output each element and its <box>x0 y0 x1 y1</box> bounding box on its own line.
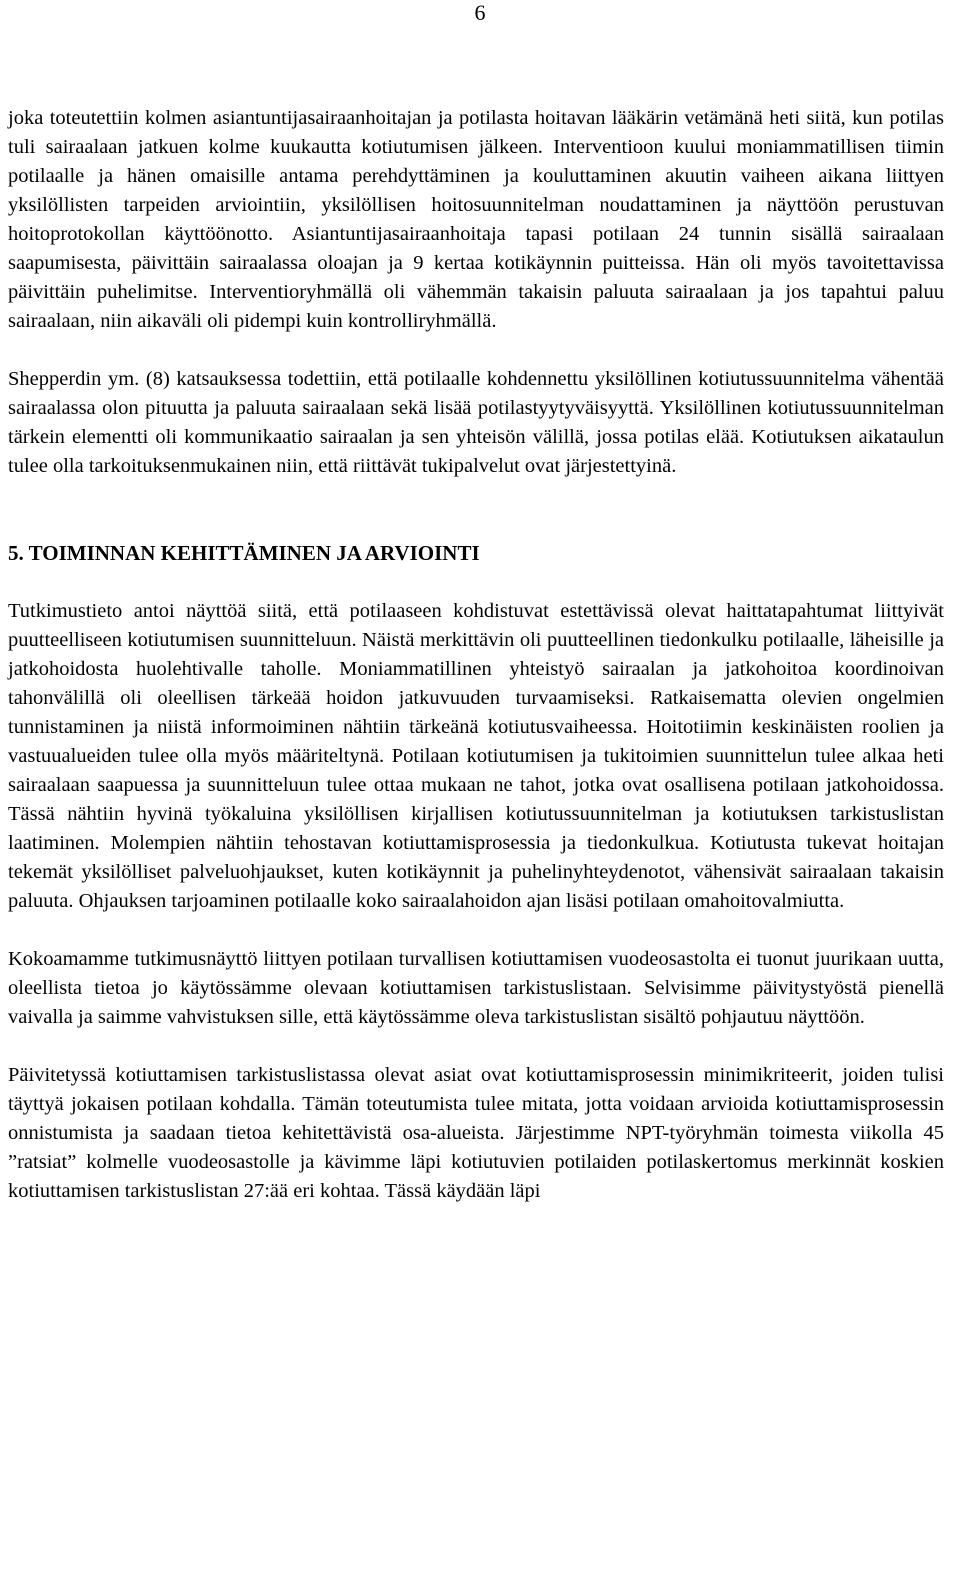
paragraph-spacer <box>8 1032 944 1061</box>
document-body <box>8 104 944 1206</box>
paragraph-collected-evidence: Kokoamamme tutkimusnäyttö liittyen potilaan turvallisen kotiuttamisen vuodeosastolta ei tuonut juurikaan uutta, oleellista tietoa jo käytössämme olevaan kotiuttamisen tarkistuslistaan. Selvisimme päivitystyöstä pienellä vaivalla ja saimme vahvistuksen sille, että käytössämme oleva tarkistuslistan sisältö pohjautuu näyttöön. <box>8 948 944 1028</box>
paragraph-spacer <box>8 916 944 945</box>
paragraph-spacer <box>8 568 944 597</box>
paragraph-spacer <box>8 336 944 365</box>
paragraph-shepperd: Shepperdin ym. (8) katsauksessa todettiin, että potilaalle kohdennettu yksilöllinen kotiutussuunnitelma vähentää sairaalassa olon pituutta ja paluuta sairaalaan sekä lisää potilastyytyväisyyttä. Yksilöllinen kotiutussuunnitelman tärkein elementti oli kommunikaatio sairaalan ja sen yhteisön välillä, jossa potilas elää. Kotiutuksen aikataulun tulee olla tarkoituksenmukainen niin, että riittävät tukipalvelut ovat järjestettyinä. <box>8 368 944 477</box>
section-heading: 5. TOIMINNAN KEHITTÄMINEN JA ARVIOINTI <box>8 541 480 565</box>
paragraph-intervention: joka toteutettiin kolmen asiantuntijasairaanhoitajan ja potilasta hoitavan lääkärin vetämänä heti siitä, kun potilas tuli sairaalaan jatkuen kolme kuukautta kotiutumisen jälkeen. Interventioon kuului moniammatillisen tiimin potilaalle ja hänen omaisille antama perehdyttäminen ja kouluttaminen akuutin vaiheen aikana liittyen yksilöllisten tarpeiden arviointiin, yksilöllisen hoitosuunnitelman noudattaminen ja näyttöön perustuvan hoitoprotokollan käyttöönotto. Asiantuntijasairaanhoitaja tapasi potilaan 24 tunnin sisällä sairaalaan saapumisesta, päivittäin sairaalassa oloajan ja 9 kertaa kotikäynnin puitteissa. Hän oli myös tavoitettavissa päivittäin puhelimitse. Interventioryhmällä oli vähemmän takaisin paluuta sairaalaan ja jos tapahtui paluu sairaalaan, niin aikaväli oli pidempi kuin kontrolliryhmällä. <box>8 107 944 332</box>
paragraph-research-evidence: Tutkimustieto antoi näyttöä siitä, että potilaaseen kohdistuvat estettävissä olevat haittatapahtumat liittyivät puutteelliseen kotiutumisen suunnitteluun. Näistä merkittävin oli puutteellinen tiedonkulku potilaalle, läheisille ja jatkohoidosta huolehtivalle taholle. Moniammatillinen yhteistyö sairaalan ja jatkohoitoa koordinoivan tahonvälillä oli oleellisen tärkeää hoidon jatkuvuuden turvaamiseksi. Ratkaisematta olevien ongelmien tunnistaminen ja niistä informoiminen nähtiin tärkeänä kotiutusvaiheessa. Hoitotiimin keskinäisten roolien ja vastuualueiden tulee olla myös määriteltynä. Potilaan kotiutumisen ja tukitoimien suunnittelun tulee alkaa heti sairaalaan saapuessa ja suunnitteluun tulee ottaa mukaan ne tahot, jotka ovat osallisena potilaan jatkohoidossa. Tässä nähtiin hyvinä työkaluina yksilöllisen kirjallisen kotiutussuunnitelman ja kotiutuksen tarkistuslistan laatiminen. Molempien nähtiin tehostavan kotiuttamisprosessia ja tiedonkulkua. Kotiutusta tukevat hoitajan tekemät yksilölliset palveluohjaukset, kuten kotikäynnit ja puhelinyhteydenotot, vähensivät sairaalaan takaisin paluuta. Ohjauksen tarjoaminen potilaalle koko sairaalahoidon ajan lisäsi potilaan omahoitovalmiutta. <box>8 600 944 912</box>
paragraph-updated-checklist: Päivitetyssä kotiuttamisen tarkistuslistassa olevat asiat ovat kotiuttamisprosessin minimikriteerit, joiden tulisi täyttyä jokaisen potilaan kohdalla. Tämän toteutumista tulee mitata, jotta voidaan arvioida kotiuttamisprosessin onnistumista ja saadaan tietoa kehitettävistä osa-alueista. Järjestimme NPT-työryhmän toimesta viikolla 45 ”ratsiat” kolmelle vuodeosastolle ja kävimme läpi kotiutuvien potilaiden potilaskertomus merkinnät koskien kotiuttamisen tarkistuslistan 27:ää eri kohtaa. Tässä käydään läpi <box>8 1064 944 1202</box>
page-number: 6 <box>474 0 486 25</box>
section-spacer <box>8 481 944 539</box>
